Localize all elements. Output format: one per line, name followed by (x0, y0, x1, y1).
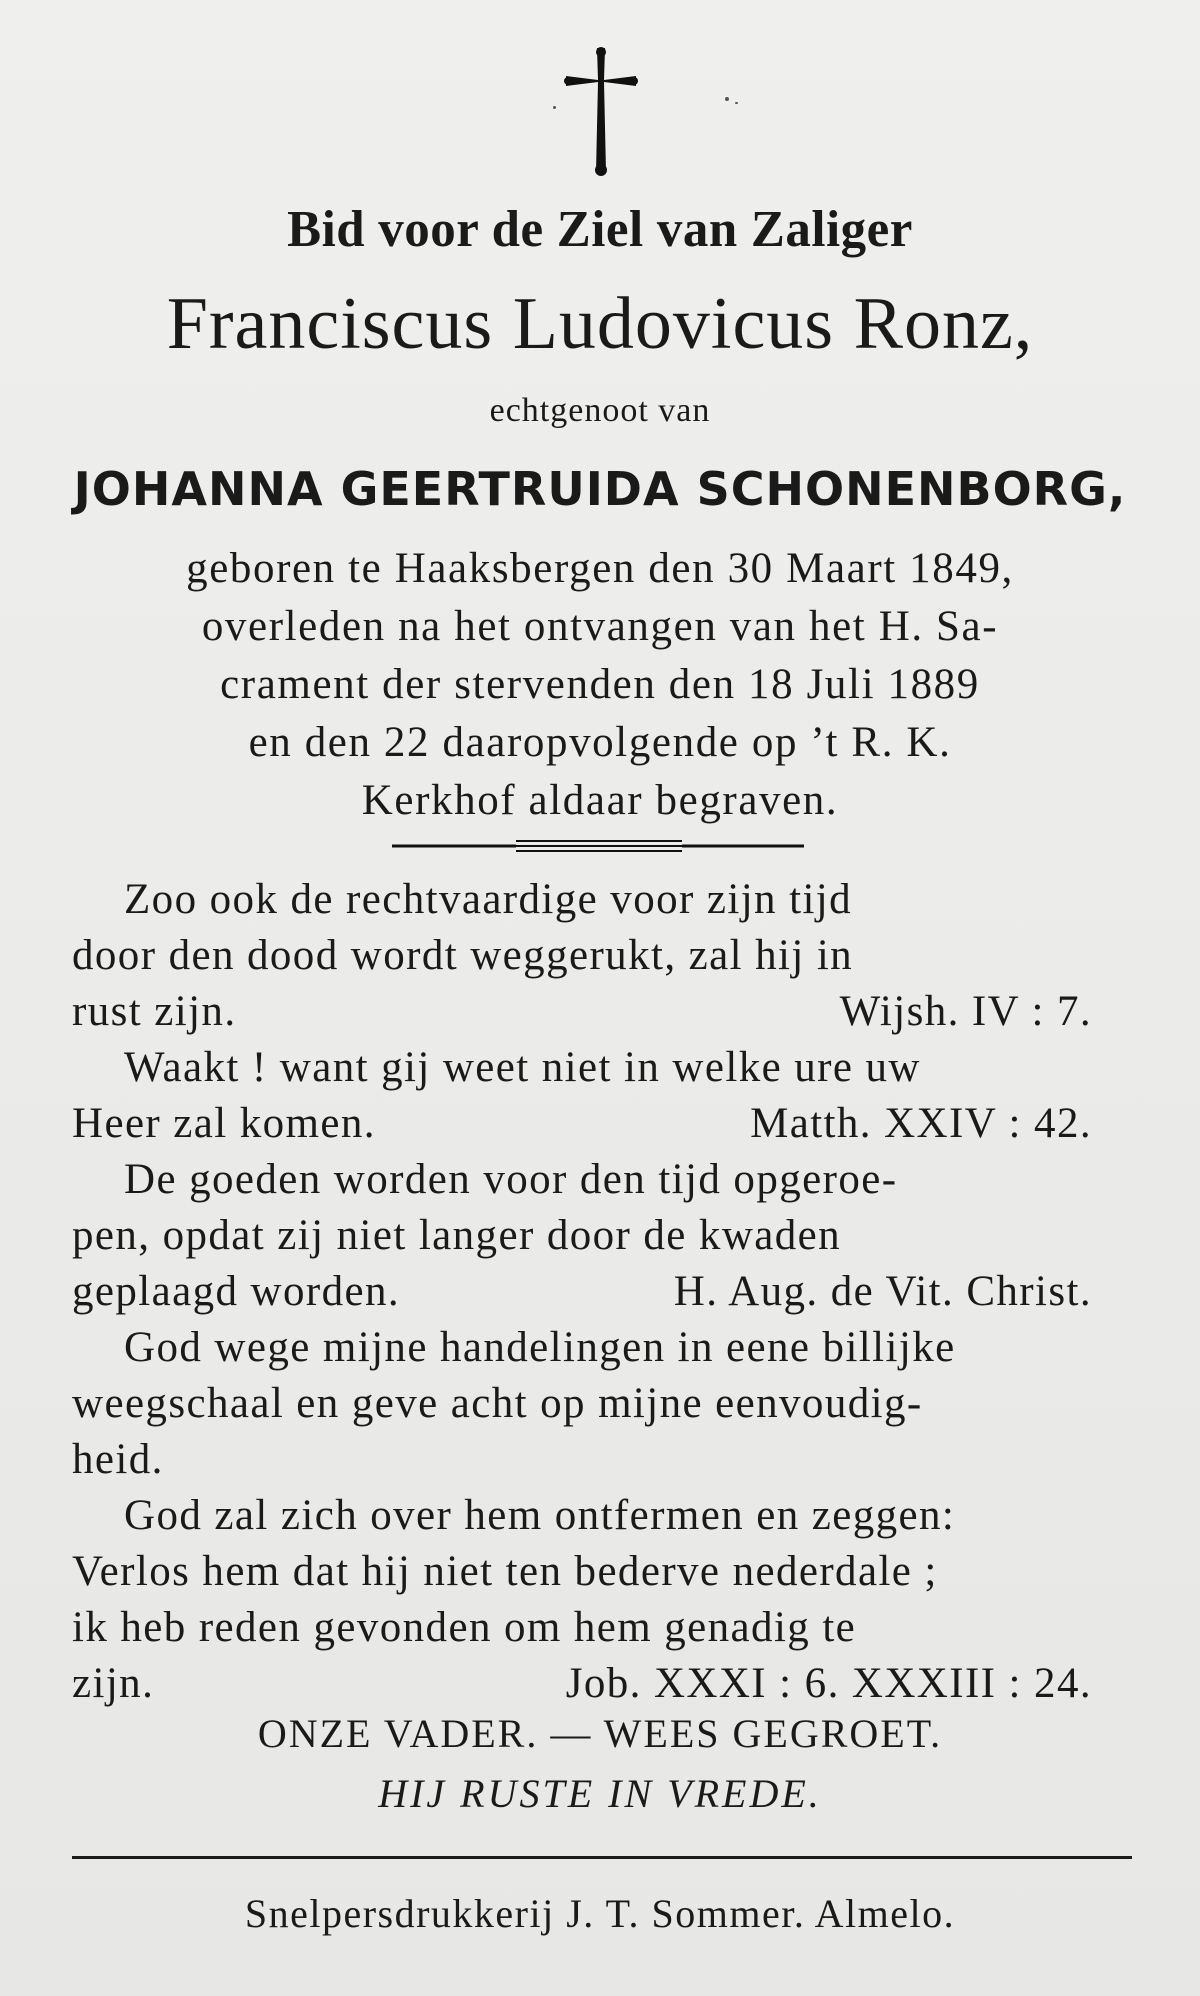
verse-reference: Job. XXXI : 6. XXXIII : 24. (565, 1660, 1092, 1707)
verse-text: geplaagd worden. (72, 1268, 401, 1315)
spouse-label: echtgenoot van (489, 392, 711, 429)
verse-text: heid. (72, 1436, 164, 1483)
biography (70, 540, 1130, 830)
prayers-line: ONZE VADER. — WEES GEGROET. (257, 1711, 943, 1756)
biography-line: geboren te Haaksbergen den 30 Maart 1849, (186, 545, 1014, 592)
verse-line: ik heb reden gevonden om hem genadig te (72, 1604, 857, 1651)
biography-line: overleden na het ontvangen van het H. Sa- (201, 603, 999, 650)
footer-rule (72, 1856, 1132, 1859)
verse-line: Waakt ! want gij weet niet in welke ure uw (124, 1044, 921, 1091)
spouse-name: JOHANNA GEERTRUIDA SCHONENBORG, (73, 462, 1127, 516)
verse-line: Zoo ook de rechtvaardige voor zijn tijd (124, 876, 853, 923)
verse-line-with-reference (72, 984, 1132, 1040)
verse-line-with-reference (72, 1096, 1132, 1152)
printer-credit: Snelpersdrukkerij J. T. Sommer. Almelo. (244, 1891, 956, 1936)
verse-line: weegschaal en geve acht op mijne eenvoudig- (72, 1380, 923, 1427)
verse-line: God wege mijne handelingen in eene billijke (124, 1324, 956, 1371)
biography-line: en den 22 daaropvolgende op ’t R. K. (248, 719, 952, 766)
ornamental-divider (392, 838, 804, 854)
verse-text: zijn. (72, 1660, 155, 1707)
verse-line-with-reference (72, 1656, 1132, 1712)
verse-line: God zal zich over hem ontfermen en zeggen: (124, 1492, 956, 1539)
scripture-verses (72, 872, 1132, 1712)
verse-text: Heer zal komen. (72, 1100, 376, 1147)
rest-in-peace-line: HIJ RUSTE IN VREDE. (378, 1771, 822, 1816)
verse-line: door den dood wordt weggerukt, zal hij in (72, 932, 854, 979)
verse-line-with-reference (72, 1264, 1132, 1320)
print-speck (553, 106, 556, 109)
latin-cross-icon (564, 46, 638, 176)
prayer-heading: Bid voor de Ziel van Zaliger (287, 201, 913, 258)
verse-reference: Matth. XXIV : 42. (750, 1100, 1092, 1147)
verse-line: pen, opdat zij niet langer door de kwaden (72, 1212, 842, 1259)
biography-line: crament der stervenden den 18 Juli 1889 (220, 661, 980, 708)
print-speck (735, 102, 738, 104)
verse-text: rust zijn. (72, 988, 237, 1035)
biography-line: Kerkhof aldaar begraven. (361, 777, 839, 824)
deceased-name: Franciscus Ludovicus Ronz, (166, 283, 1034, 365)
verse-line: De goeden worden voor den tijd opgeroe- (124, 1156, 898, 1203)
verse-reference: H. Aug. de Vit. Christ. (673, 1268, 1092, 1315)
verse-reference: Wijsh. IV : 7. (839, 988, 1092, 1035)
print-speck (725, 97, 729, 101)
verse-line-with-reference (72, 1432, 1132, 1488)
verse-line: Verlos hem dat hij niet ten bederve nederdale ; (72, 1548, 938, 1595)
